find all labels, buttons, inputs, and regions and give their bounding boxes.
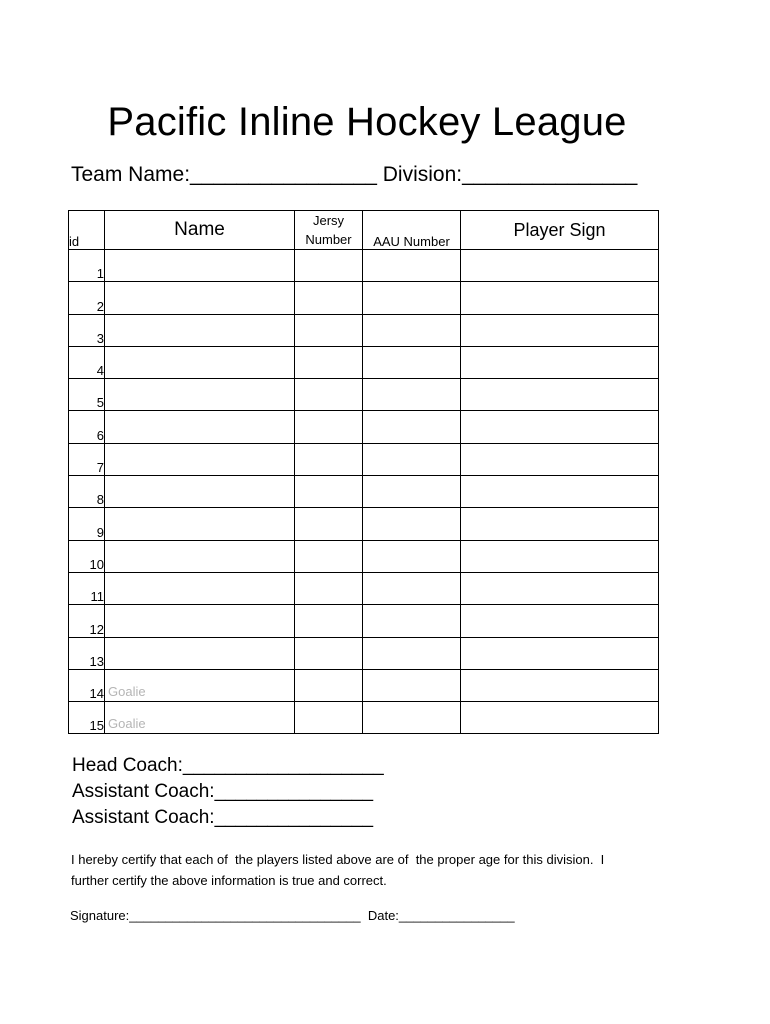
table-row — [69, 250, 659, 282]
jersy-number-cell[interactable] — [295, 702, 363, 734]
roster-table — [68, 210, 659, 734]
player-name-cell[interactable] — [105, 443, 295, 475]
aau-number-cell[interactable] — [363, 669, 461, 701]
row-id: 9 — [69, 508, 105, 540]
aau-number-cell[interactable] — [363, 540, 461, 572]
certification-line-1: I hereby certify that each of the players listed above are of the proper age for this division. I — [71, 852, 605, 867]
signature-date-line: Signature:________________________________ Date:________________ — [70, 908, 515, 923]
jersy-number-cell[interactable] — [295, 540, 363, 572]
player-name-cell[interactable] — [105, 637, 295, 669]
head-coach-line: Head Coach:___________________ — [72, 755, 384, 776]
aau-number-cell[interactable] — [363, 443, 461, 475]
certification-statement — [71, 849, 661, 891]
player-name-cell[interactable] — [105, 605, 295, 637]
player-sign-cell[interactable] — [461, 637, 659, 669]
player-name-cell[interactable] — [105, 314, 295, 346]
table-row — [69, 605, 659, 637]
roster-header-row — [69, 211, 659, 250]
player-name-cell[interactable] — [105, 508, 295, 540]
table-row — [69, 702, 659, 734]
jersy-number-cell[interactable] — [295, 314, 363, 346]
header-jersy-number — [295, 211, 363, 250]
aau-number-cell[interactable] — [363, 508, 461, 540]
player-name-cell[interactable] — [105, 669, 295, 701]
row-id: 3 — [69, 314, 105, 346]
row-id: 11 — [69, 572, 105, 604]
table-row — [69, 443, 659, 475]
row-id: 5 — [69, 379, 105, 411]
jersy-number-cell[interactable] — [295, 379, 363, 411]
aau-number-cell[interactable] — [363, 702, 461, 734]
player-sign-cell[interactable] — [461, 346, 659, 378]
row-id: 12 — [69, 605, 105, 637]
table-row — [69, 572, 659, 604]
row-id: 8 — [69, 476, 105, 508]
player-sign-cell[interactable] — [461, 476, 659, 508]
aau-number-cell[interactable] — [363, 572, 461, 604]
table-row — [69, 476, 659, 508]
table-row — [69, 346, 659, 378]
player-sign-cell[interactable] — [461, 508, 659, 540]
player-name-cell[interactable] — [105, 572, 295, 604]
assistant-coach-line-1: Assistant Coach:_______________ — [72, 781, 374, 802]
header-jersy-line2: Number — [305, 232, 352, 247]
jersy-number-cell[interactable] — [295, 250, 363, 282]
assistant-coach-line-2: Assistant Coach:_______________ — [72, 807, 374, 828]
row-id: 7 — [69, 443, 105, 475]
jersy-number-cell[interactable] — [295, 282, 363, 314]
jersy-number-cell[interactable] — [295, 508, 363, 540]
jersy-number-cell[interactable] — [295, 669, 363, 701]
row-id: 6 — [69, 411, 105, 443]
player-name-cell[interactable] — [105, 476, 295, 508]
player-sign-cell[interactable] — [461, 250, 659, 282]
player-name-cell[interactable] — [105, 282, 295, 314]
position-note: Goalie — [108, 716, 146, 732]
table-row — [69, 669, 659, 701]
header-aau-number: AAU Number — [363, 211, 461, 250]
certification-line-2: further certify the above information is true and correct. — [71, 873, 387, 888]
jersy-number-cell[interactable] — [295, 443, 363, 475]
aau-number-cell[interactable] — [363, 411, 461, 443]
team-division-line: Team Name:________________ Division:_______________ — [71, 163, 638, 186]
player-name-cell[interactable] — [105, 346, 295, 378]
player-sign-cell[interactable] — [461, 282, 659, 314]
player-sign-cell[interactable] — [461, 669, 659, 701]
player-sign-cell[interactable] — [461, 605, 659, 637]
position-note: Goalie — [108, 684, 146, 700]
aau-number-cell[interactable] — [363, 314, 461, 346]
player-sign-cell[interactable] — [461, 379, 659, 411]
player-sign-cell[interactable] — [461, 572, 659, 604]
header-jersy-line1: Jersy — [312, 213, 345, 228]
jersy-number-cell[interactable] — [295, 411, 363, 443]
jersy-number-cell[interactable] — [295, 476, 363, 508]
header-name: Name — [105, 211, 295, 250]
aau-number-cell[interactable] — [363, 250, 461, 282]
row-id: 2 — [69, 282, 105, 314]
aau-number-cell[interactable] — [363, 346, 461, 378]
row-id: 13 — [69, 637, 105, 669]
player-name-cell[interactable] — [105, 379, 295, 411]
row-id: 15 — [69, 702, 105, 734]
table-row — [69, 282, 659, 314]
jersy-number-cell[interactable] — [295, 572, 363, 604]
player-name-cell[interactable] — [105, 702, 295, 734]
jersy-number-cell[interactable] — [295, 605, 363, 637]
player-name-cell[interactable] — [105, 250, 295, 282]
player-name-cell[interactable] — [105, 411, 295, 443]
header-player-sign: Player Sign — [461, 211, 659, 250]
table-row — [69, 540, 659, 572]
table-row — [69, 379, 659, 411]
player-sign-cell[interactable] — [461, 443, 659, 475]
table-row — [69, 637, 659, 669]
player-name-cell[interactable] — [105, 540, 295, 572]
jersy-number-cell[interactable] — [295, 637, 363, 669]
table-row — [69, 314, 659, 346]
aau-number-cell[interactable] — [363, 379, 461, 411]
aau-number-cell[interactable] — [363, 476, 461, 508]
roster-body — [69, 250, 659, 734]
player-sign-cell[interactable] — [461, 702, 659, 734]
table-row — [69, 508, 659, 540]
row-id: 14 — [69, 669, 105, 701]
header-id: id — [69, 211, 105, 250]
jersy-number-cell[interactable] — [295, 346, 363, 378]
aau-number-cell[interactable] — [363, 605, 461, 637]
table-row — [69, 411, 659, 443]
player-sign-cell[interactable] — [461, 314, 659, 346]
row-id: 10 — [69, 540, 105, 572]
aau-number-cell[interactable] — [363, 637, 461, 669]
player-sign-cell[interactable] — [461, 411, 659, 443]
aau-number-cell[interactable] — [363, 282, 461, 314]
player-sign-cell[interactable] — [461, 540, 659, 572]
row-id: 1 — [69, 250, 105, 282]
row-id: 4 — [69, 346, 105, 378]
league-title: Pacific Inline Hockey League — [107, 100, 627, 144]
